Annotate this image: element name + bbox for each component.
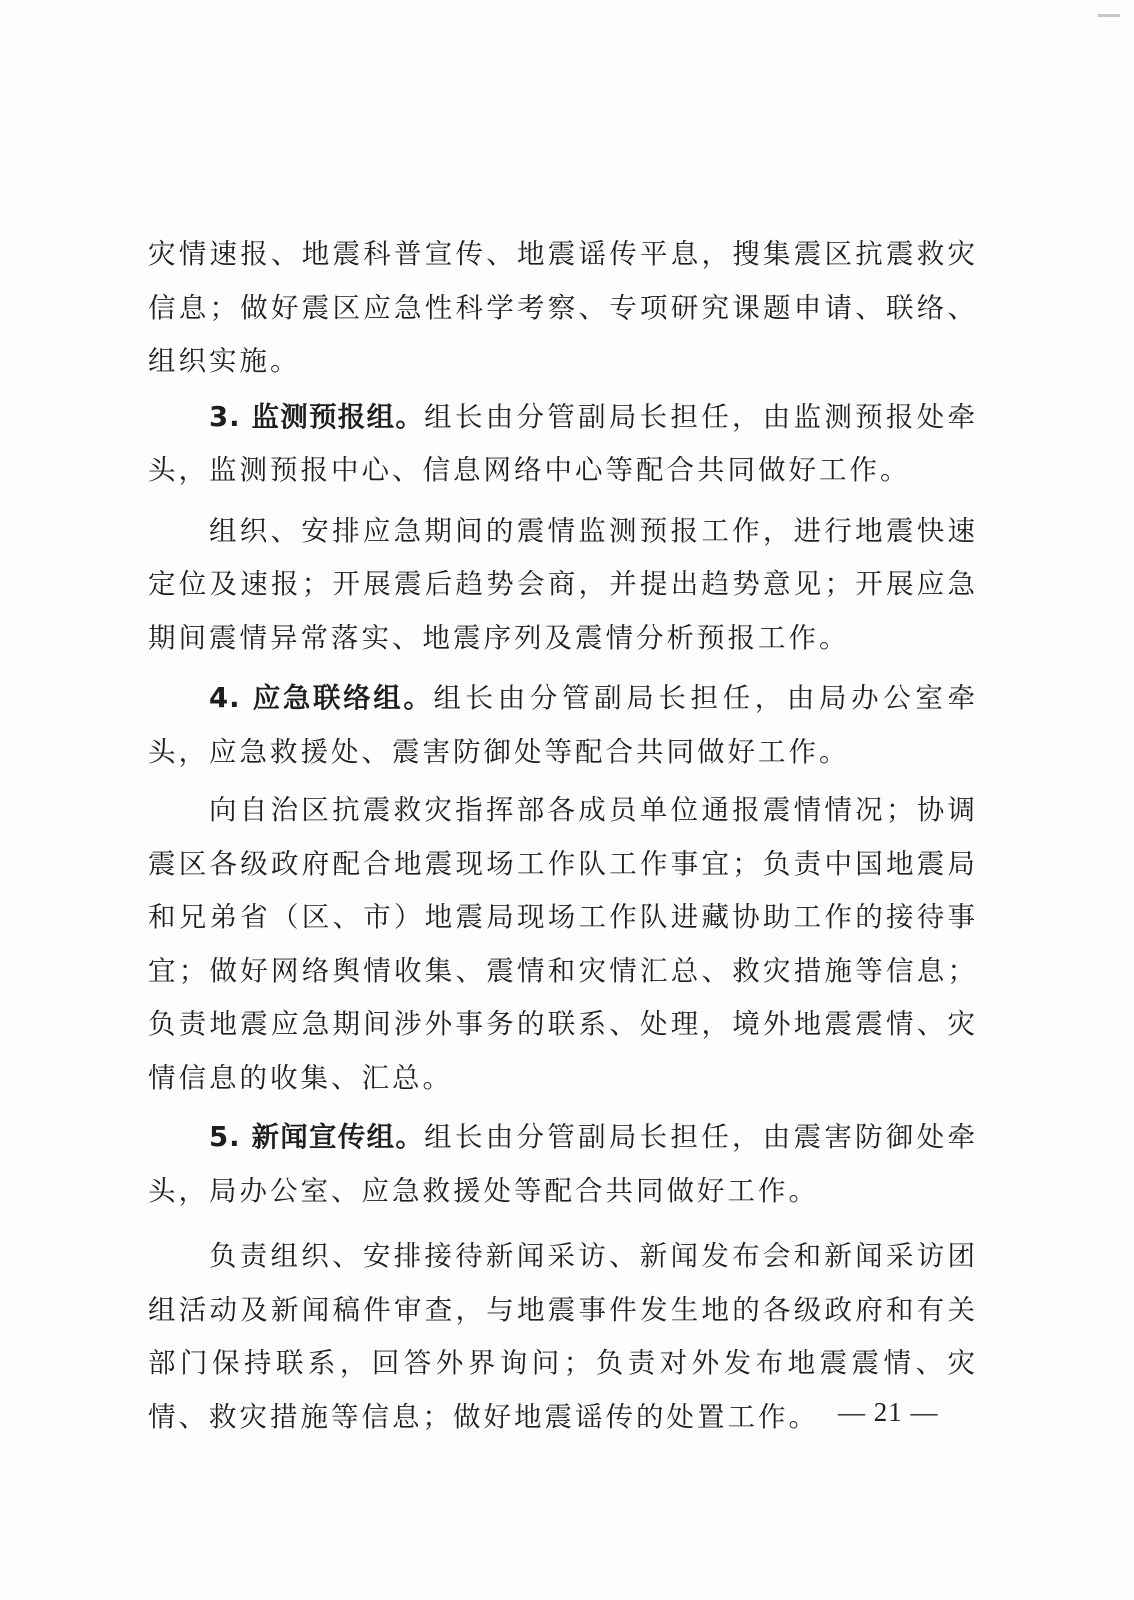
section-5-lead-text: 组长由分管副局长担任，由震害防御处牵头，局办公室、应急救援处等配合共同做好工作。 [148, 1121, 979, 1207]
page-number: — 21 — [838, 1397, 939, 1427]
section-5-heading: 5. 新闻宣传组。 [209, 1121, 425, 1153]
section-3-header-paragraph [148, 391, 978, 498]
page-body [148, 228, 978, 1444]
section-4-body: 向自治区抗震救灾指挥部各成员单位通报震情情况；协调震区各级政府配合地震现场工作队工作事宜；负责中国地震局和兄弟省（区、市）地震局现场工作队进藏协助工作的接待事宜；做好网络舆情收集、震情和灾情汇总、救灾措施等信息；负责地震应急期间涉外事务的联系、处理，境外地震震情、灾情信息的收集、汇总。 [148, 794, 978, 1094]
section-4-header-paragraph [148, 672, 978, 779]
section-5-header-paragraph [148, 1111, 978, 1218]
section-4-heading: 4. 应急联络组。 [209, 682, 434, 714]
continuation-paragraph: 灾情速报、地震科普宣传、地震谣传平息，搜集震区抗震救灾信息；做好震区应急性科学考察、专项研究课题申请、联络、组织实施。 [148, 238, 978, 377]
section-3-body: 组织、安排应急期间的震情监测预报工作，进行地震快速定位及速报；开展震后趋势会商，并提出趋势意见；开展应急期间震情异常落实、地震序列及震情分析预报工作。 [148, 514, 978, 654]
scan-edge-mark [1098, 14, 1120, 17]
section-4-lead-text: 组长由分管副局长担任，由局办公室牵头，应急救援处、震害防御处等配合共同做好工作。 [148, 682, 979, 768]
section-5-body: 负责组织、安排接待新闻采访、新闻发布会和新闻采访团组活动及新闻稿件审查，与地震事件发生地的各级政府和有关部门保持联系，回答外界询问；负责对外发布地震震情、灾情、救灾措施等信息；做好地震谣传的处置工作。 [148, 1240, 978, 1433]
section-3-lead-text: 组长由分管副局长担任，由监测预报处牵头，监测预报中心、信息网络中心等配合共同做好工作。 [148, 400, 979, 486]
section-3-heading: 3. 监测预报组。 [209, 400, 425, 433]
